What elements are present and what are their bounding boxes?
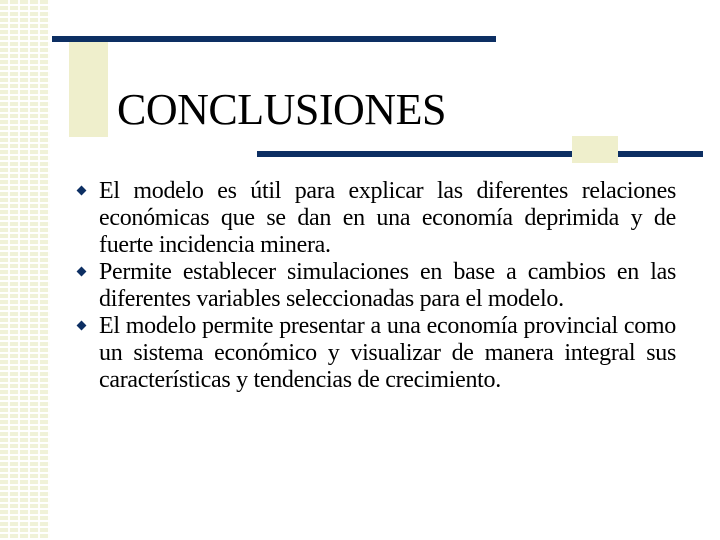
list-item xyxy=(72,313,676,394)
title-top-rule xyxy=(52,36,496,42)
decorative-stripe-pattern xyxy=(0,0,50,540)
title-bottom-rule xyxy=(257,151,703,157)
diamond-bullet-icon xyxy=(77,267,87,277)
bullet-text: El modelo permite presentar a una economía provincial como un sistema económico y visualizar de manera integral sus características y tendencias de crecimiento. xyxy=(99,313,676,393)
diamond-bullet-icon xyxy=(77,321,87,331)
diamond-bullet-icon xyxy=(77,186,87,196)
bullet-text: Permite establecer simulaciones en base a cambios en las diferentes variables seleccionadas para el modelo. xyxy=(99,259,676,312)
list-item xyxy=(72,259,676,313)
slide-title: CONCLUSIONES xyxy=(117,85,446,134)
bullet-text: El modelo es útil para explicar las diferentes relaciones económicas que se dan en una economía deprimida y de fuerte incidencia minera. xyxy=(99,178,676,258)
title-accent-box xyxy=(69,38,108,137)
rule-accent-square xyxy=(572,136,618,163)
bullet-list xyxy=(72,178,676,394)
list-item xyxy=(72,178,676,259)
